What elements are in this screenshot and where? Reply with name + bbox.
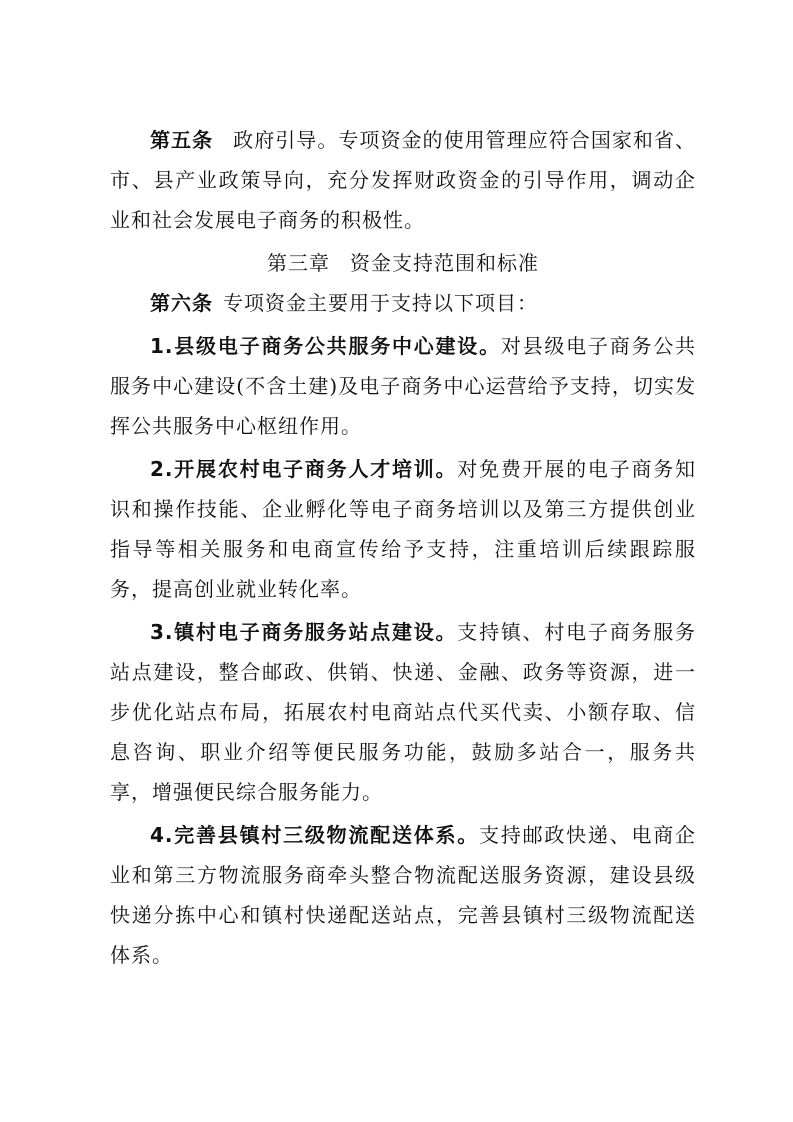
chapter-3-heading: [110, 243, 696, 283]
article-6-heading: 第六条: [150, 291, 213, 315]
article-5-heading: 第五条: [150, 128, 214, 152]
item-2-text: 对免费开展的电子商务知识和操作技能、企业孵化等电子商务培训以及第三方提供创业指导等相关服务和电商宣传给予支持，注重培训后续跟踪服务，提高创业就业转化率。: [110, 457, 696, 601]
item-1-heading: 1.县级电子商务公共服务中心建设。: [150, 334, 501, 358]
article-6-text: 专项资金主要用于支持以下项目：: [223, 291, 538, 315]
item-4-paragraph: [110, 815, 696, 975]
item-3-heading: 3.镇村电子商务服务站点建设。: [150, 620, 458, 644]
item-4-heading: 4.完善县镇村三级物流配送体系。: [150, 823, 480, 847]
article-5-paragraph: [110, 120, 696, 240]
document-body: [110, 120, 696, 975]
item-2-heading: 2.开展农村电子商务人才培训。: [150, 457, 458, 481]
item-1-paragraph: [110, 326, 696, 446]
chapter-3-number: 第三章: [267, 251, 330, 275]
item-3-paragraph: [110, 612, 696, 812]
item-3-text: 支持镇、村电子商务服务站点建设，整合邮政、供销、快递、金融、政务等资源，进一步优化站点布局，拓展农村电商站点代买代卖、小额存取、信息咨询、职业介绍等便民服务功能，鼓励多站合一，服务共享，增强便民综合服务能力。: [110, 620, 696, 804]
item-1-text: 对县级电子商务公共服务中心建设(不含土建)及电子商务中心运营给予支持，切实发挥公共服务中心枢纽作用。: [110, 334, 697, 438]
article-5-text: 政府引导。专项资金的使用管理应符合国家和省、市、县产业政策导向，充分发挥财政资金的引导作用，调动企业和社会发展电子商务的积极性。: [110, 128, 697, 232]
item-4-text: 支持邮政快递、电商企业和第三方物流服务商牵头整合物流配送服务资源，建设县级快递分拣中心和镇村快递配送站点，完善县镇村三级物流配送体系。: [110, 823, 697, 967]
item-2-paragraph: [110, 449, 696, 609]
article-6-paragraph: [110, 283, 696, 323]
chapter-3-title: 资金支持范围和标准: [350, 251, 539, 275]
